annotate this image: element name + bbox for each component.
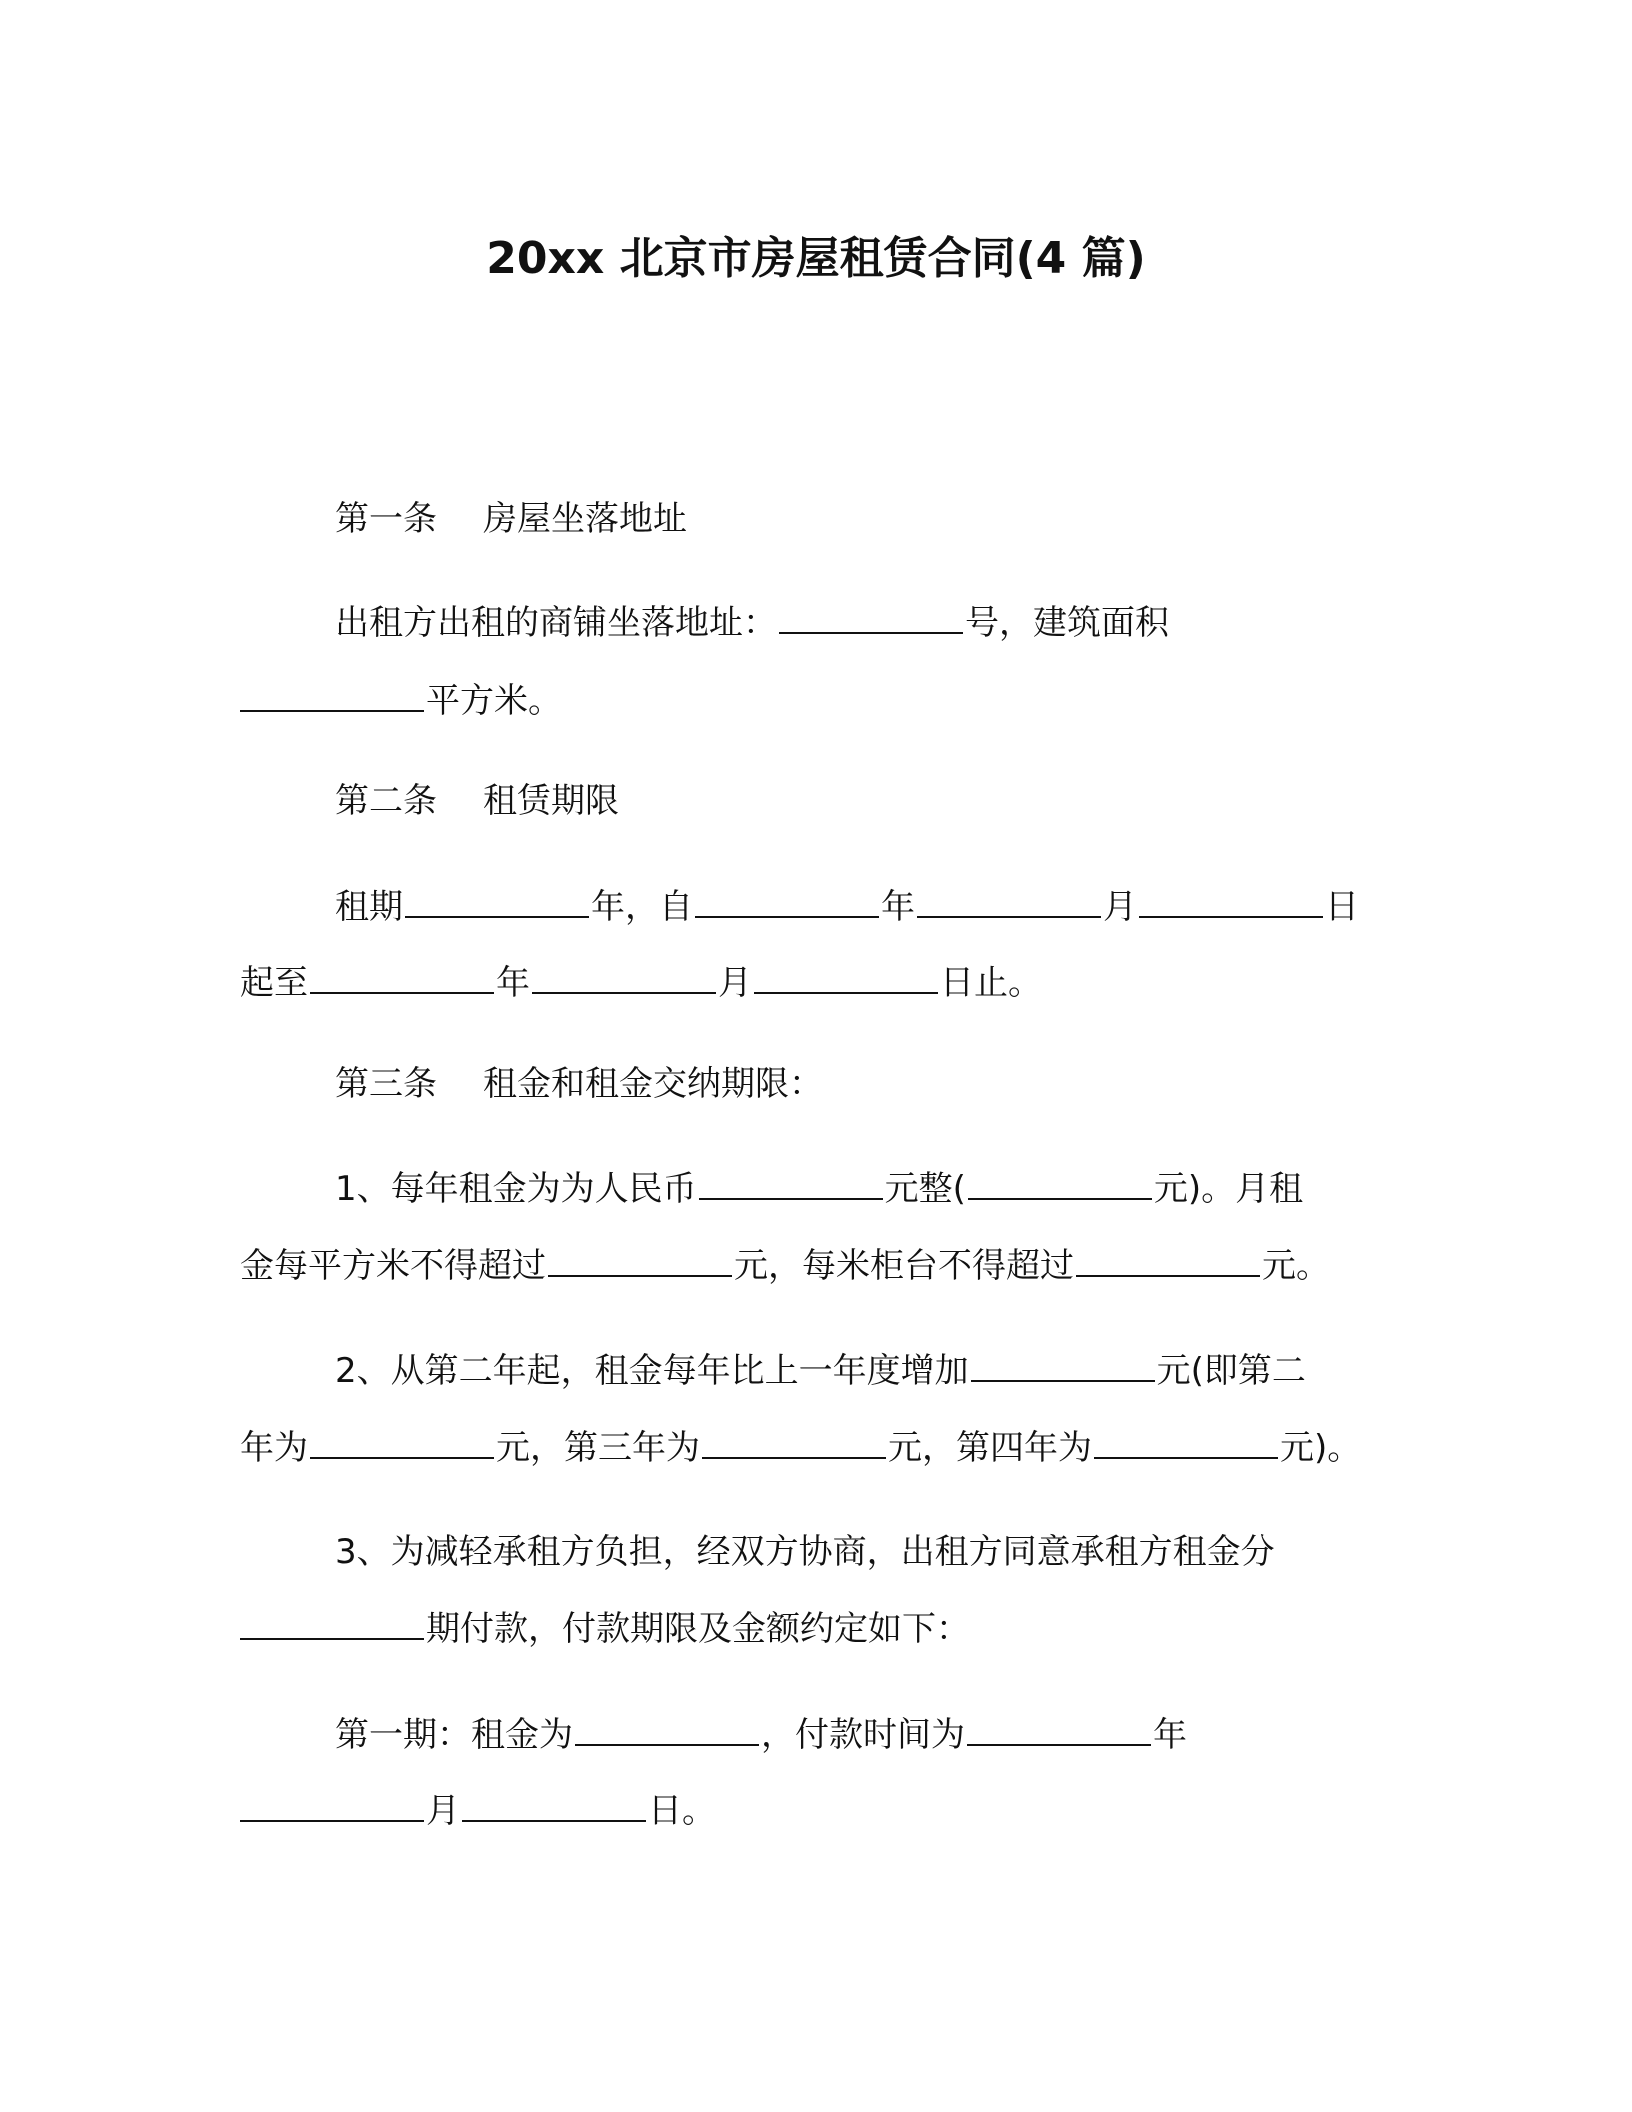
blank-field — [971, 1350, 1155, 1382]
blank-field — [548, 1245, 732, 1277]
text-segment: 元，第四年为 — [888, 1428, 1092, 1468]
article-3-title: 租金和租金交纳期限： — [483, 1064, 823, 1104]
text-segment: ，付款时间为 — [761, 1715, 965, 1755]
blank-field — [532, 962, 716, 994]
item-1-line-2 — [240, 1244, 1330, 1288]
text-segment: 2、从第二年起，租金每年比上一年度增加 — [335, 1351, 969, 1391]
item-2-line-2 — [240, 1426, 1361, 1470]
text-segment: 出租方出租的商铺坐落地址： — [335, 603, 777, 643]
item-3-line-1 — [335, 1530, 1275, 1574]
article-1-heading-line — [335, 497, 687, 541]
blank-field — [695, 886, 879, 918]
text-segment: 期付款，付款期限及金额约定如下： — [426, 1609, 970, 1649]
text-segment: 元，第三年为 — [496, 1428, 700, 1468]
text-segment: 金每平方米不得超过 — [240, 1246, 546, 1286]
article-1-title: 房屋坐落地址 — [483, 499, 687, 539]
text-segment: 年 — [1153, 1715, 1187, 1755]
blank-field — [917, 886, 1101, 918]
text-segment: 月 — [718, 963, 752, 1003]
text-segment: 年为 — [240, 1428, 308, 1468]
text-segment: 租期 — [335, 887, 403, 927]
text-segment: 平方米。 — [426, 681, 562, 721]
blank-field — [310, 1427, 494, 1459]
text-segment: 元。 — [1262, 1246, 1330, 1286]
text-segment: 起至 — [240, 963, 308, 1003]
blank-field — [575, 1714, 759, 1746]
article-2-title: 租赁期限 — [483, 781, 619, 821]
blank-field — [462, 1790, 646, 1822]
blank-field — [754, 962, 938, 994]
paragraph-1-line-1 — [335, 601, 1169, 645]
paragraph-1-line-2 — [240, 679, 562, 723]
article-2-number: 第二条 — [335, 781, 437, 821]
item-1-line-1 — [335, 1167, 1303, 1211]
text-segment: 元(即第二 — [1156, 1351, 1306, 1391]
text-segment: 年，自 — [591, 887, 693, 927]
item-3-line-2 — [240, 1607, 970, 1651]
text-segment: 月 — [426, 1791, 460, 1831]
article-1-number: 第一条 — [335, 499, 437, 539]
paragraph-2-line-2 — [240, 961, 1042, 1005]
text-segment: 日止。 — [940, 963, 1042, 1003]
blank-field — [1139, 886, 1323, 918]
paragraph-2-line-1 — [335, 885, 1359, 929]
phase-1-line-1 — [335, 1713, 1187, 1757]
blank-field — [240, 1608, 424, 1640]
text-segment: 元整( — [884, 1169, 966, 1209]
text-segment: 元)。 — [1280, 1428, 1362, 1468]
blank-field — [699, 1168, 883, 1200]
blank-field — [779, 602, 963, 634]
blank-field — [1094, 1427, 1278, 1459]
blank-field — [702, 1427, 886, 1459]
article-3-heading-line — [335, 1062, 823, 1106]
blank-field — [310, 962, 494, 994]
text-segment: 日 — [1325, 887, 1359, 927]
text-segment: 年 — [881, 887, 915, 927]
article-3-number: 第三条 — [335, 1064, 437, 1104]
text-segment: 第一期：租金为 — [335, 1715, 573, 1755]
item-2-line-1 — [335, 1349, 1306, 1393]
text-segment: 号，建筑面积 — [965, 603, 1169, 643]
blank-field — [967, 1714, 1151, 1746]
text-segment: 1、每年租金为为人民币 — [335, 1169, 697, 1209]
blank-field — [405, 886, 589, 918]
blank-field — [968, 1168, 1152, 1200]
blank-field — [1076, 1245, 1260, 1277]
phase-1-line-2 — [240, 1789, 716, 1833]
blank-field — [240, 1790, 424, 1822]
text-segment: 月 — [1103, 887, 1137, 927]
text-segment: 元，每米柜台不得超过 — [734, 1246, 1074, 1286]
text-segment: 日。 — [648, 1791, 716, 1831]
text-segment: 元)。月租 — [1153, 1169, 1304, 1209]
text-segment: 年 — [496, 963, 530, 1003]
article-2-heading-line — [335, 779, 619, 823]
text-segment: 3、为减轻承租方负担，经双方协商，出租方同意承租方租金分 — [335, 1532, 1275, 1572]
blank-field — [240, 680, 424, 712]
document-title: 20xx 北京市房屋租赁合同(4 篇) — [486, 233, 1146, 284]
